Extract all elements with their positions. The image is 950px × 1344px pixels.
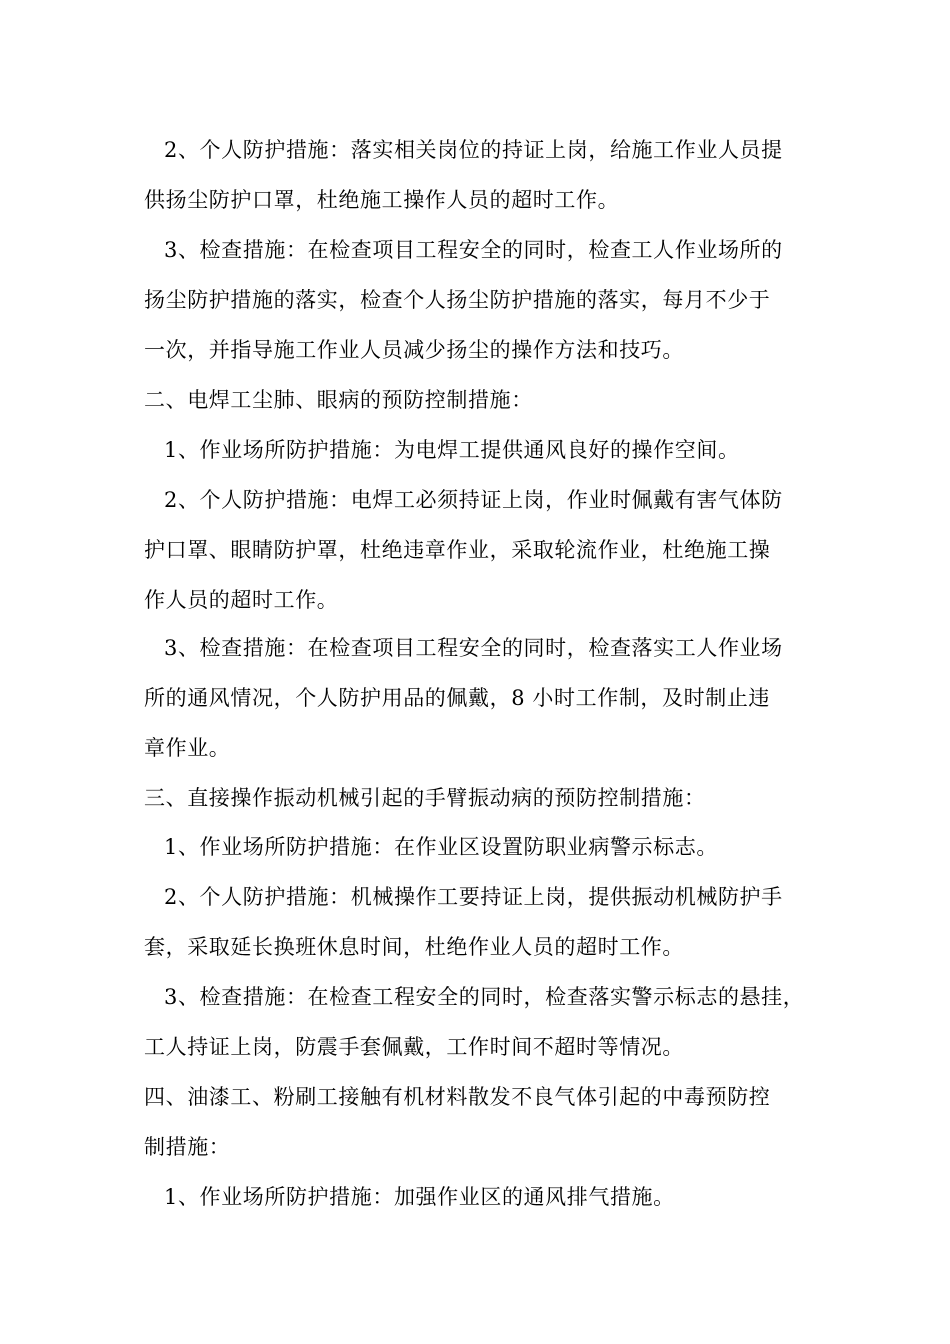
text-line: 护口罩、眼睛防护罩，杜绝违章作业，采取轮流作业，杜绝施工操 [144, 538, 771, 562]
text-line: 工人持证上岗，防震手套佩戴，工作时间不超时等情况。 [144, 1035, 684, 1059]
text-line: 1、作业场所防护措施：在作业区设置防职业病警示标志。 [164, 835, 718, 859]
text-line: 3、检查措施：在检查工程安全的同时，检查落实警示标志的悬挂， [164, 985, 805, 1009]
text-line: 1、作业场所防护措施：为电焊工提供通风良好的操作空间。 [164, 438, 740, 462]
text-line: 一次，并指导施工作业人员减少扬尘的操作方法和技巧。 [144, 338, 684, 362]
section-heading: 四、油漆工、粉刷工接触有机材料散发不良气体引起的中毒预防控 [144, 1085, 771, 1109]
text-line: 3、检查措施：在检查项目工程安全的同时，检查工人作业场所的 [164, 238, 783, 262]
text-line: 3、检查措施：在检查项目工程安全的同时，检查落实工人作业场 [164, 636, 783, 660]
text-line: 2、个人防护措施：落实相关岗位的持证上岗，给施工作业人员提 [164, 138, 783, 162]
text-line: 作人员的超时工作。 [144, 588, 339, 612]
text-line: 所的通风情况，个人防护用品的佩戴，8 小时工作制，及时制止违 [144, 686, 771, 710]
text-line: 章作业。 [144, 736, 231, 760]
text-line: 扬尘防护措施的落实，检查个人扬尘防护措施的落实，每月不少于 [144, 288, 771, 312]
text-line: 2、个人防护措施：电焊工必须持证上岗，作业时佩戴有害气体防 [164, 488, 783, 512]
text-line: 供扬尘防护口罩，杜绝施工操作人员的超时工作。 [144, 188, 620, 212]
section-heading: 三、直接操作振动机械引起的手臂振动病的预防控制措施： [144, 786, 706, 810]
text-line: 1、作业场所防护措施：加强作业区的通风排气措施。 [164, 1185, 675, 1209]
text-line: 制措施： [144, 1135, 231, 1159]
text-line: 2、个人防护措施：机械操作工要持证上岗，提供振动机械防护手 [164, 885, 783, 909]
text-line: 套，采取延长换班休息时间，杜绝作业人员的超时工作。 [144, 935, 684, 959]
section-heading: 二、电焊工尘肺、眼病的预防控制措施： [144, 388, 533, 412]
